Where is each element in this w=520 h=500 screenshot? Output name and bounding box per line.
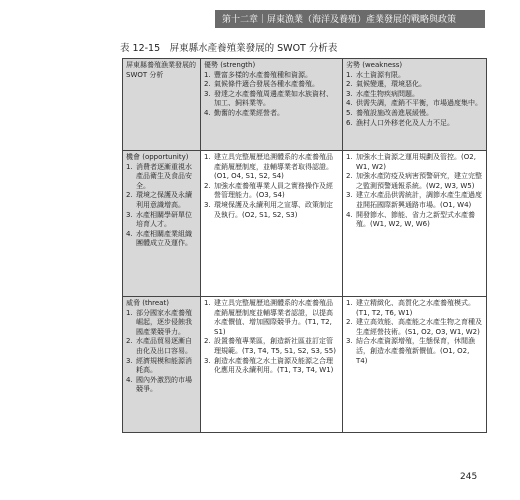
weakness-title: 劣勢 (weakness) — [346, 61, 403, 69]
wo-strategy-cell — [343, 151, 487, 297]
list-item: 3. 發達之水產養殖周邊產業如水族資材、加工、飼料業等。 — [204, 89, 333, 108]
threat-cell — [123, 297, 201, 433]
table-caption: 表 12-15 屏東縣水產養殖業發展的 SWOT 分析表 — [120, 43, 338, 54]
list-item: 4. 開發節水、節能、省力之新型式水產養殖。(W1, W2, W, W6) — [346, 210, 475, 229]
list-item: 4. 國內外激烈的市場競爭。 — [126, 375, 192, 394]
list-item: 2. 加強水產防疫及病害預警研究，建立完整之監測預警通報系統。(W2, W3, W5) — [346, 172, 482, 190]
list-item: 4. 水產相關產業組織團體成立及運作。 — [126, 229, 192, 248]
list-item: 3. 水產生物疾病問題。 — [346, 89, 419, 98]
list-item: 2. 氣候條件適合發展各種水產養殖。 — [204, 80, 319, 89]
list-item: 1. 消費者逐漸重視水產品衛生及食品安全。 — [126, 162, 192, 190]
list-item: 2. 建立高效能、高產能之水產生物之育種及生產經營技術。(S1, O2, O3, W1, W2) — [346, 318, 482, 336]
list-item: 3. 創造水產養殖之水土資源及能源之合理化應用及永續利用。(T1, T3, T4, W1) — [204, 356, 334, 375]
running-title: 第十二章｜屏東漁業（海洋及養殖）產業發展的戰略與政策 — [222, 15, 457, 25]
list-item: 1. 建立具完整履歷追溯體系的水產養殖品產銷履歷制度，並輔導業者取得認證。(O1, O4, S1, S2, S4) — [204, 153, 333, 181]
wo-list — [346, 153, 483, 230]
so-list — [204, 153, 339, 220]
list-item: 2. 氣候變遷，環境惡化。 — [346, 80, 426, 89]
page-number: 245 — [460, 472, 478, 482]
list-item: 2. 設置養殖專業區，創造新社區並訂定管理規範。(T3, T4, T5, S1, S2, S3, S5) — [204, 337, 336, 355]
list-item: 4. 勤奮的水產業經營者。 — [204, 108, 284, 117]
wt-list — [346, 299, 483, 366]
opportunity-cell — [123, 151, 201, 297]
strength-title: 優勢 (strength) — [204, 61, 256, 69]
weakness-cell — [343, 59, 487, 151]
corner-label: 屏東縣養殖漁業發展的 SWOT 分析 — [126, 61, 196, 79]
threat-title: 威脅 (threat) — [126, 299, 169, 307]
threat-list — [126, 309, 197, 395]
wt-strategy-cell — [343, 297, 487, 433]
weakness-list — [346, 71, 483, 129]
list-item: 1. 豐富多樣的水產養殖種和資源。 — [204, 70, 312, 79]
list-item: 3. 環境保護及永續利用之宣導、政策制定及執行。(O2, S1, S2, S3) — [204, 200, 333, 219]
list-item: 2. 水產品貿易逐漸自由化及出口容易。 — [126, 337, 192, 355]
opportunity-list — [126, 163, 197, 249]
list-item: 5. 養殖設施改善進展緩慢。 — [346, 108, 433, 117]
list-item: 3. 結合水產資源增殖，生態保育，休閒漁活，創造水產養殖新價值。(O1, O2, T4) — [346, 337, 475, 365]
corner-cell — [123, 59, 201, 151]
list-item: 3. 經濟規模和能源消耗高。 — [126, 356, 192, 375]
strength-list — [204, 71, 339, 119]
swot-table — [122, 58, 487, 433]
list-item: 2. 環境之保護及永續利用意識增高。 — [126, 191, 192, 209]
strength-cell — [201, 59, 343, 151]
list-item: 1. 加強水土資源之運用規劃及管控。(O2, W1, W2) — [346, 153, 476, 171]
list-item: 1. 水土資源有限。 — [346, 70, 405, 79]
so-strategy-cell — [201, 151, 343, 297]
list-item: 3. 建立水產品供需統計，調節水產生產過度並開拓國際新興通路市場。(O1, W4) — [346, 191, 482, 209]
list-item: 1. 建立具完整履歷追溯體系的水產養殖品產銷履歷制度並輔導業者認證，以提高水產價值、增加國際競爭力。(T1, T2, S1) — [204, 299, 333, 336]
list-item: 6. 漁村人口外移老化及人力不足。 — [346, 118, 454, 127]
list-item: 3. 水產相關學研單位培育人才。 — [126, 210, 192, 229]
list-item: 4. 供需失調，產銷不平衡，市場過度集中。 — [346, 99, 482, 108]
st-strategy-cell — [201, 297, 343, 433]
list-item: 2. 加強水產養殖專業人員之實務操作及經營管理能力。(O3, S4) — [204, 181, 333, 200]
opportunity-title: 機會 (opportunity) — [126, 153, 189, 161]
list-item: 1. 建立精緻化、高質化之水產養殖模式。(T1, T2, T6, W1) — [346, 299, 475, 317]
st-list — [204, 299, 339, 376]
list-item: 1. 部分國家水產養殖崛起，逐步侵蝕我國產業競爭力。 — [126, 308, 192, 336]
